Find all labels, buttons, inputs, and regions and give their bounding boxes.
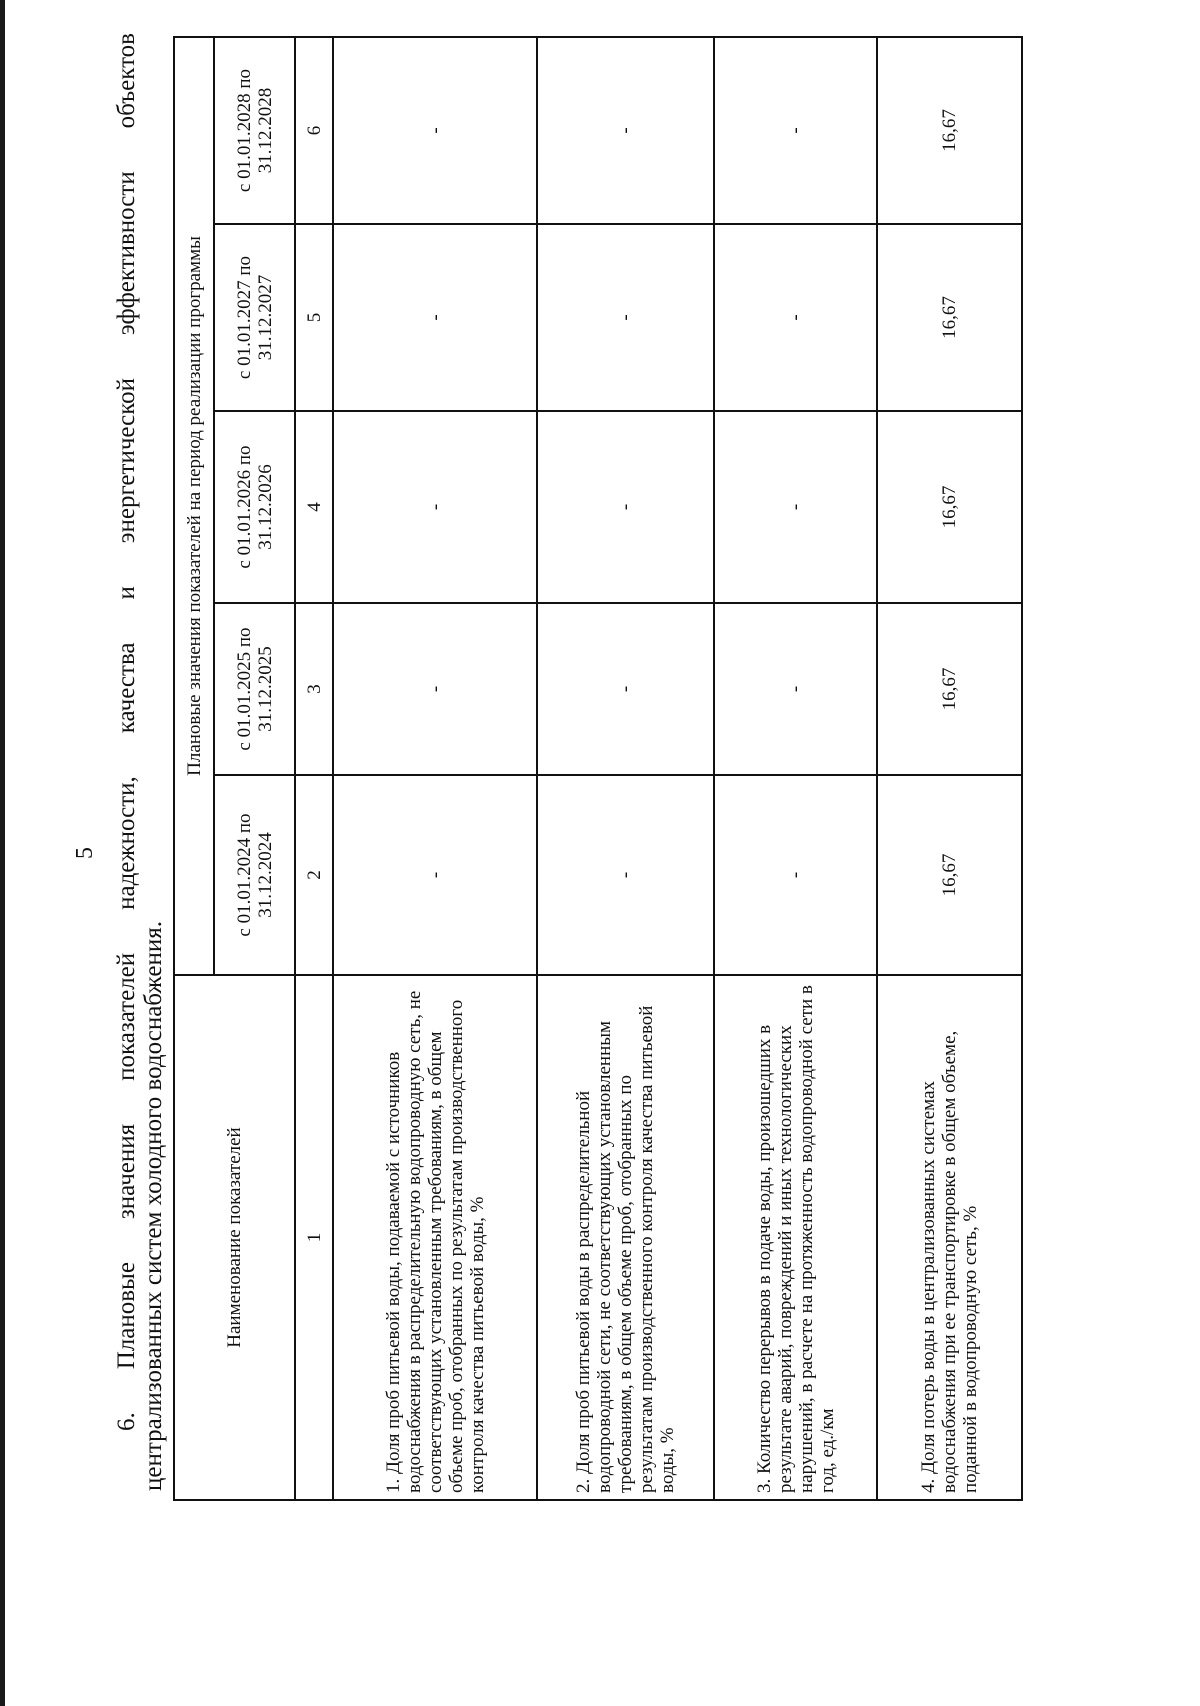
- indicator-name: 2. Доля проб питьевой воды в распределительной водопроводной сети, не соответствующих установленным требованиям, в общем объеме проб, отобранных по результатам производственного контроля качества питьевой воды, %: [537, 975, 714, 1500]
- indicators-table: [173, 36, 1023, 1501]
- indicator-value: -: [714, 37, 877, 224]
- planned-values-header: Плановые значения показателей на период реализации программы: [174, 37, 214, 975]
- header-row-group: [174, 37, 214, 1500]
- indicator-value: -: [714, 603, 877, 775]
- indicator-value: -: [333, 411, 537, 603]
- indicator-name-header: Наименование показателей: [174, 975, 295, 1500]
- indicator-value: 16,67: [877, 37, 1022, 224]
- indicator-name: 1. Доля проб питьевой воды, подаваемой с источников водоснабжения в распределительную водопроводную сеть, не соответствующих установленным требованиям, в общем объеме проб, отобранных по результатам производственного контроля качества питьевой воды, %: [333, 975, 537, 1500]
- column-number: 2: [295, 775, 333, 975]
- period-header: с 01.01.2024 по 31.12.2024: [214, 775, 295, 975]
- table-row: [537, 37, 714, 1500]
- indicator-value: -: [333, 603, 537, 775]
- section-heading: [113, 33, 167, 1491]
- heading-line-1: 6. Плановые значения показателей надежности, качества и энергетической эффективности объектов: [113, 33, 140, 1431]
- indicator-value: -: [714, 411, 877, 603]
- indicator-value: 16,67: [877, 775, 1022, 975]
- column-number: 3: [295, 603, 333, 775]
- indicator-value: -: [537, 224, 714, 411]
- indicator-value: -: [714, 775, 877, 975]
- indicator-value: -: [537, 37, 714, 224]
- period-header: с 01.01.2025 по 31.12.2025: [214, 603, 295, 775]
- indicator-value: 16,67: [877, 224, 1022, 411]
- indicator-value: -: [714, 224, 877, 411]
- indicator-value: -: [537, 603, 714, 775]
- indicator-value: -: [537, 775, 714, 975]
- column-number: 5: [295, 224, 333, 411]
- indicator-value: -: [333, 224, 537, 411]
- heading-line-2: централизованных систем холодного водоснабжения.: [140, 921, 167, 1491]
- indicator-value: 16,67: [877, 411, 1022, 603]
- indicator-value: -: [537, 411, 714, 603]
- period-header: с 01.01.2028 по 31.12.2028: [214, 37, 295, 224]
- table-row: [877, 37, 1022, 1500]
- column-number: 4: [295, 411, 333, 603]
- indicator-value: 16,67: [877, 603, 1022, 775]
- column-number: 1: [295, 975, 333, 1500]
- indicator-value: -: [333, 37, 537, 224]
- indicator-value: -: [333, 775, 537, 975]
- table-row: [714, 37, 877, 1500]
- indicator-name: 3. Количество перерывов в подаче воды, произошедших в результате аварий, повреждений и иных технологических нарушений, в расчете на протяженность водопроводной сети в год, ед./км: [714, 975, 877, 1500]
- table-row: [333, 37, 537, 1500]
- indicator-name: 4. Доля потерь воды в централизованных системах водоснабжения при ее транспортировке в общем объеме, поданной в водопроводную сеть, %: [877, 975, 1022, 1500]
- page-number: 5: [72, 847, 98, 859]
- period-header: с 01.01.2026 по 31.12.2026: [214, 411, 295, 603]
- period-header: с 01.01.2027 по 31.12.2027: [214, 224, 295, 411]
- column-number: 6: [295, 37, 333, 224]
- column-number-row: [295, 37, 333, 1500]
